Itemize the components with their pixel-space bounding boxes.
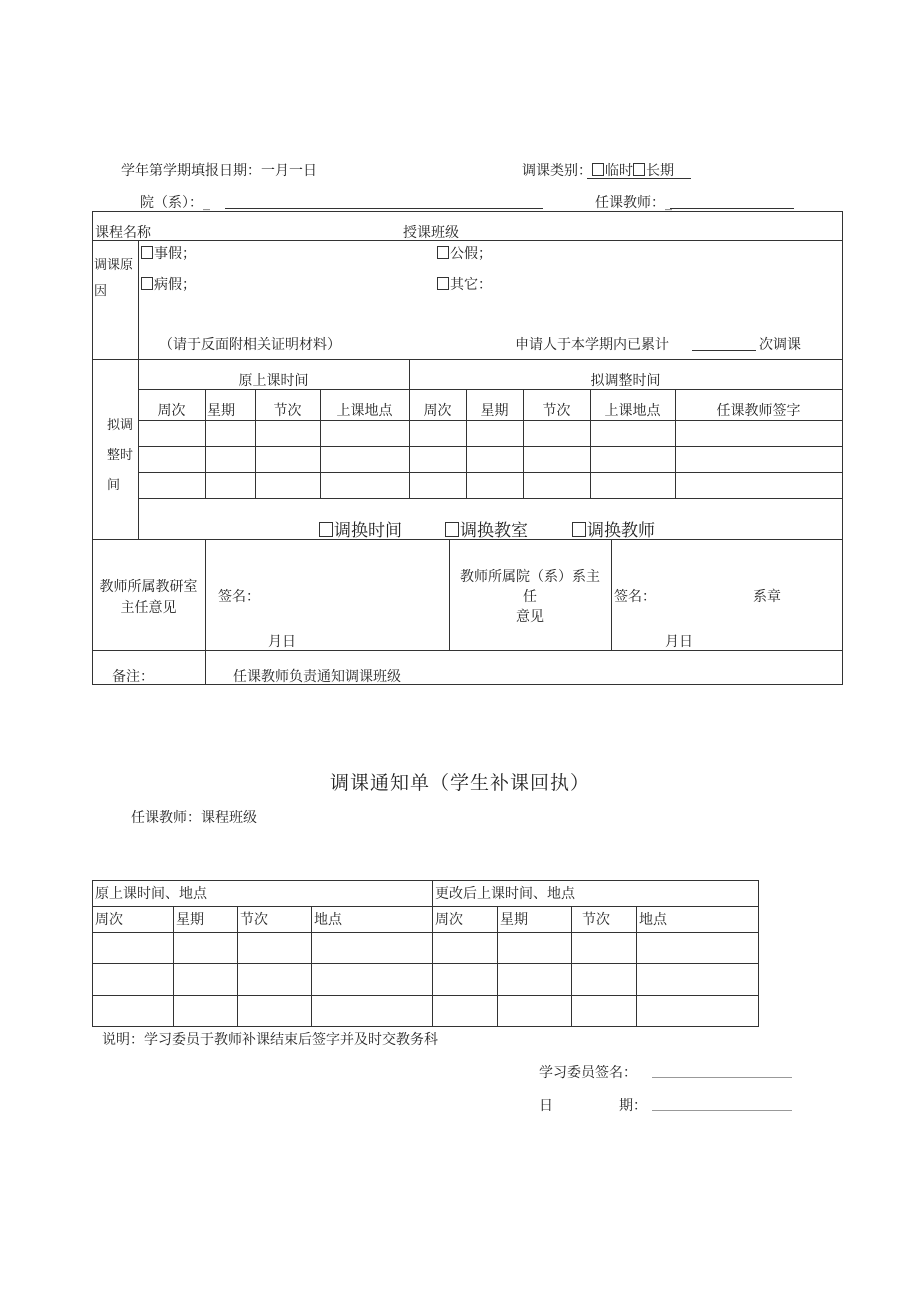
- director-opinion-label-2: 主任意见: [120, 600, 177, 616]
- sick-leave-checkbox[interactable]: [141, 277, 153, 290]
- orig-location-col: 上课地点: [336, 403, 393, 419]
- swap-teacher-option: [572, 516, 655, 541]
- notice-col-period-1: 节次: [240, 912, 268, 928]
- dean-opinion-label-1: 教师所属院（系）系主: [460, 569, 600, 585]
- adjust-label-2: 整时: [107, 448, 134, 463]
- long-term-checkbox[interactable]: [633, 163, 645, 176]
- reason-other: [437, 274, 492, 294]
- new-week-col: 周次: [423, 403, 452, 419]
- public-leave-label: 公假；: [450, 246, 492, 262]
- other-reason-checkbox[interactable]: [437, 277, 449, 290]
- swap-teacher-checkbox[interactable]: [572, 522, 586, 537]
- term-date-line: 学年第学期填报日期：一月一日: [121, 163, 317, 179]
- count-prefix: 申请人于本学期内已累计: [515, 337, 669, 353]
- swap-room-label: 调换教室: [460, 521, 528, 541]
- swap-time-option: [319, 516, 402, 541]
- temporary-label: 临时: [605, 163, 633, 179]
- notice-col-location-2: 地点: [639, 912, 667, 928]
- notice-col-location-1: 地点: [314, 912, 342, 928]
- adjust-label-3: 间: [107, 478, 121, 493]
- remark-label: 备注：: [112, 669, 154, 685]
- monitor-sign-field[interactable]: [652, 1077, 792, 1078]
- sick-leave-label: 病假；: [154, 277, 196, 293]
- other-reason-label: 其它：: [450, 277, 492, 293]
- reason-sick: [141, 274, 196, 294]
- monitor-sign-label: 学习委员签名：: [539, 1065, 637, 1081]
- orig-period-col: 节次: [273, 403, 302, 419]
- swap-time-label: 调换时间: [334, 521, 402, 541]
- department-field[interactable]: [225, 208, 543, 209]
- proof-note: （请于反面附相关证明材料）: [159, 337, 341, 353]
- original-time-header: 原上课时间: [238, 373, 309, 389]
- notice-new-header: 更改后上课时间、地点: [435, 886, 575, 902]
- personal-leave-label: 事假；: [154, 246, 196, 262]
- notice-col-day-2: 星期: [500, 912, 528, 928]
- new-day-col: 星期: [480, 403, 509, 419]
- new-time-header: 拟调整时间: [590, 373, 661, 389]
- class-label: 授课班级: [403, 225, 459, 241]
- new-location-col: 上课地点: [604, 403, 661, 419]
- remark-text: 任课教师负责通知调课班级: [233, 669, 401, 685]
- swap-time-checkbox[interactable]: [319, 522, 333, 537]
- notice-teacher-line: 任课教师：课程班级: [131, 810, 257, 826]
- swap-teacher-label: 调换教师: [587, 521, 655, 541]
- orig-day-col: 星期: [207, 403, 235, 419]
- swap-room-checkbox[interactable]: [445, 522, 459, 537]
- director-opinion-label-1: 教师所属教研室: [99, 579, 198, 595]
- department-seal-label: 系章: [753, 589, 781, 605]
- notice-col-week-2: 周次: [435, 912, 463, 928]
- notice-title: 调课通知单（学生补课回执）: [329, 772, 590, 794]
- reason-label: 调课原因: [94, 258, 134, 299]
- adjust-type-label: 调课类别：: [522, 163, 592, 179]
- personal-leave-checkbox[interactable]: [141, 246, 153, 259]
- swap-room-option: [445, 516, 528, 541]
- teacher-label: 任课教师：_: [595, 195, 672, 211]
- notice-col-day-1: 星期: [176, 912, 204, 928]
- adjust-type: [522, 160, 674, 180]
- director-sign-label: 签名：: [218, 589, 260, 605]
- dean-sign-label: 签名：: [614, 589, 656, 605]
- notice-note: 说明：学习委员于教师补课结束后签字并及时交教务科: [102, 1032, 438, 1048]
- teacher-sign-col: 任课教师签字: [716, 403, 801, 419]
- director-date-label: 月日: [268, 634, 296, 650]
- new-period-col: 节次: [542, 403, 571, 419]
- dean-opinion-label-2: 任: [523, 589, 537, 605]
- count-suffix: 次调课: [759, 337, 801, 353]
- adjust-label-1: 拟调: [107, 418, 134, 433]
- course-name-label: 课程名称: [95, 225, 151, 241]
- orig-week-col: 周次: [157, 403, 186, 419]
- notice-orig-header: 原上课时间、地点: [95, 886, 207, 902]
- adjust-type-underline: [587, 178, 691, 179]
- reason-personal: [141, 243, 196, 263]
- date-label-b: 期：: [619, 1098, 647, 1114]
- reason-public: [437, 243, 492, 263]
- dean-date-label: 月日: [665, 634, 693, 650]
- notice-col-period-2: 节次: [582, 912, 610, 928]
- dean-opinion-label-3: 意见: [516, 609, 544, 625]
- public-leave-checkbox[interactable]: [437, 246, 449, 259]
- date-field[interactable]: [652, 1110, 792, 1111]
- teacher-field[interactable]: [670, 208, 794, 209]
- temporary-checkbox[interactable]: [592, 163, 604, 176]
- count-field[interactable]: [692, 350, 756, 351]
- department-label: 院（系）：_: [140, 195, 210, 211]
- long-term-label: 长期: [646, 163, 674, 179]
- notice-col-week-1: 周次: [95, 912, 123, 928]
- date-label-a: 日: [539, 1098, 553, 1114]
